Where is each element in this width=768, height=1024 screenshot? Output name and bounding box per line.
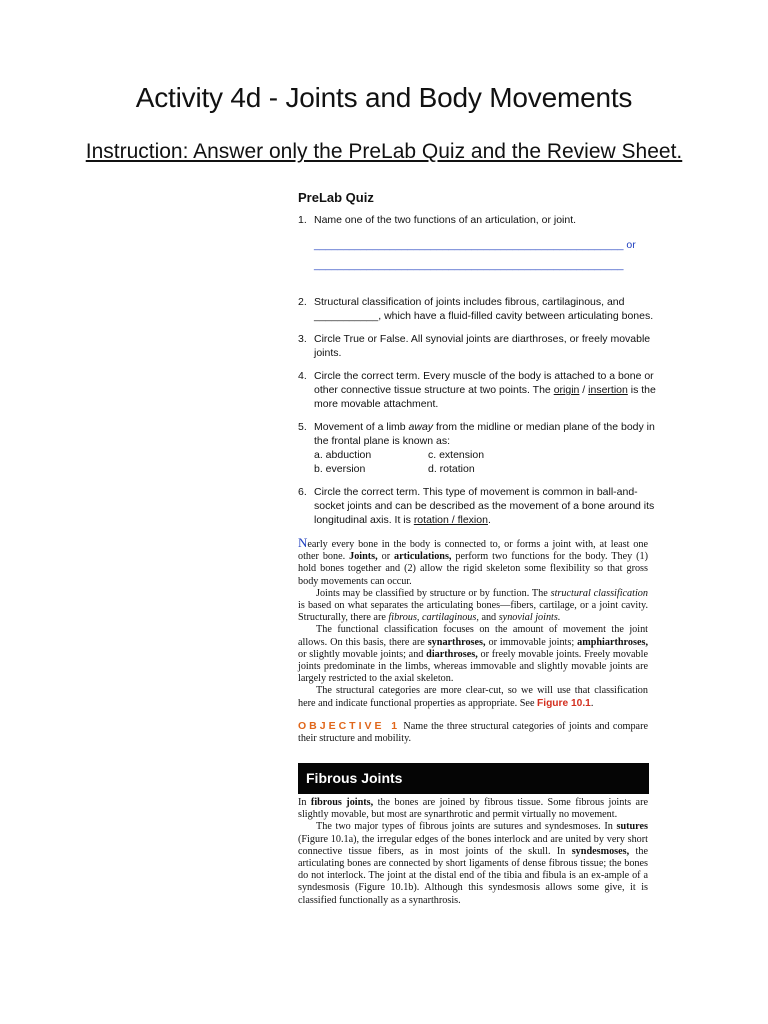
answer-line-2[interactable]: _____________________________________________________: [314, 259, 624, 271]
term-synarthroses: synarthroses,: [427, 636, 486, 648]
text-run: or: [377, 551, 395, 563]
option-d[interactable]: d. rotation: [428, 463, 475, 475]
text-run: or slightly movable joints; and: [298, 648, 427, 660]
objective-label: OBJECTIVE 1: [298, 719, 401, 732]
quiz-question-3: [298, 332, 658, 360]
paragraph-functional: [298, 624, 648, 685]
term-amphiarthroses: amphiarthroses,: [577, 636, 648, 648]
option-b[interactable]: b. eversion: [314, 463, 366, 475]
quiz-question-4: [298, 369, 658, 411]
term-structural-classification: structural classification: [550, 587, 648, 599]
question-text-post: .: [487, 514, 491, 526]
text-run: The functional classification focuses on the amount of movement the joint allows. On this basis, there are: [298, 624, 648, 648]
question-text: [314, 420, 658, 476]
term-synovial: synovial joints.: [498, 612, 561, 624]
question-text-pre: Movement of a limb: [314, 421, 409, 433]
question-number: 2.: [298, 296, 307, 308]
term-fibrous-joints: fibrous joints,: [310, 797, 374, 808]
objective-text: Name the three structural categories of joints and compare their structure and mobility.: [298, 720, 648, 745]
quiz-question-5: [298, 420, 658, 476]
quiz-heading: PreLab Quiz: [298, 190, 374, 205]
question-text-pre: Circle the correct term. Every muscle of the body is attached to a bone or other connective tissue structure at two points. The: [314, 370, 654, 396]
option-a[interactable]: a. abduction: [314, 449, 372, 461]
text-run: In: [298, 797, 311, 808]
objective-1: [298, 720, 648, 745]
text-run: .: [590, 697, 594, 709]
section-heading-fibrous-joints: Fibrous Joints: [298, 763, 649, 794]
question-number: 6.: [298, 486, 307, 498]
text-run: is based on what separates the articulating bones—fibers, cartilage, or a joint cavity. Structurally, there are: [298, 600, 648, 624]
page-title: Activity 4d - Joints and Body Movements: [135, 82, 633, 113]
term-sutures: sutures: [616, 821, 648, 833]
paragraph-fibrous-intro: [298, 797, 648, 821]
figure-reference-link[interactable]: Figure 10.1: [537, 697, 591, 709]
text-run: or freely movable joints. Freely movable joints predominate in the limbs, whereas immovable and slightly movable joints are largely restricted to the axial skeleton.: [298, 648, 648, 685]
option-separator: /: [579, 384, 589, 396]
drop-cap: N: [298, 535, 308, 550]
prelab-quiz: [298, 190, 658, 536]
option-insertion[interactable]: insertion: [588, 384, 628, 396]
term-syndesmoses: syndesmoses,: [571, 845, 630, 857]
option-origin[interactable]: origin: [553, 384, 580, 396]
text-run: or immovable joints;: [485, 636, 578, 648]
quiz-question-1: [298, 213, 658, 227]
paragraph-sutures-syndesmoses: [298, 821, 648, 906]
question-number: 1.: [298, 214, 307, 226]
question-text: Structural classification of joints includes fibrous, cartilaginous, and ___________, which have a fluid-filled cavity between articulating bones.: [314, 296, 654, 322]
answer-choice-rotation-flexion[interactable]: rotation / flexion: [413, 514, 488, 526]
text-run: the articulating bones are connected by short ligaments of dense fibrous tissue; the bones do not interlock. The joint at the distal end of the tibia and fibula is an ex-ample of a syndesmosis (Figure 10.1b). Although this syndesmosis allows some give, it is classified functionally as a synarthrosis.: [298, 845, 648, 906]
text-run: Joints may be classified by structure or by function. The: [316, 587, 551, 599]
question-number: 3.: [298, 333, 307, 345]
answer-options: [314, 448, 658, 476]
text-run: the bones are joined by fibrous tissue. Some fibrous joints are slightly movable, but most are synarthrotic and permit virtually no movement.: [298, 797, 648, 821]
emphasis-away: away: [408, 421, 434, 433]
instruction-line: Instruction: Answer only the PreLab Quiz and the Review Sheet.: [85, 140, 683, 163]
term-fibrous-cartilaginous: fibrous, cartilaginous,: [388, 612, 479, 624]
question-text: Circle True or False. All synovial joints are diarthroses, or freely movable joints.: [314, 333, 651, 359]
question-text: [314, 369, 658, 411]
question-text: [314, 485, 658, 527]
term-diarthroses: diarthroses,: [426, 648, 478, 660]
quiz-question-2: [298, 295, 658, 323]
quiz-question-6: [298, 485, 658, 527]
text-run: The structural categories are more clear-cut, so we will use that classification here and indicate functional properties as appropriate. See: [298, 685, 648, 709]
term-articulations: articulations,: [394, 551, 452, 563]
textbook-excerpt: [298, 537, 648, 745]
question-text: Name one of the two functions of an articulation, or joint.: [314, 214, 577, 226]
question-number: 4.: [298, 370, 307, 382]
paragraph-structural-categories: [298, 685, 648, 709]
answer-line-1[interactable]: _____________________________________________________ or: [314, 239, 636, 251]
text-run: perform two functions for the body. They (1) hold bones together and (2) allow the rigid skeleton some flexibility so that gross body movements can occur.: [298, 551, 648, 587]
question-text-post: is the more movable attachment.: [314, 384, 656, 410]
option-c[interactable]: c. extension: [428, 449, 485, 461]
question-text-post: from the midline or median plane of the body in the frontal plane is known as:: [314, 421, 655, 447]
text-run: The two major types of fibrous joints are sutures and syndesmoses. In: [316, 821, 617, 833]
text-run: early every bone in the body is connected to, or forms a joint with, at least one other bone.: [298, 539, 648, 563]
paragraph-classification: [298, 588, 648, 625]
paragraph-intro: [298, 537, 648, 588]
question-number: 5.: [298, 421, 307, 433]
text-run: and: [478, 612, 499, 624]
question-text-pre: Circle the correct term. This type of movement is common in ball-and-socket joints and can be described as the movement of a bone around its longitudinal axis. It is: [314, 486, 655, 526]
fibrous-joints-text: [298, 797, 648, 907]
term-joints: Joints,: [349, 551, 378, 563]
text-run: (Figure 10.1a), the irregular edges of the bones interlock and are united by very short connective tissue fibers, as in most joints of the skull. In: [298, 833, 648, 857]
